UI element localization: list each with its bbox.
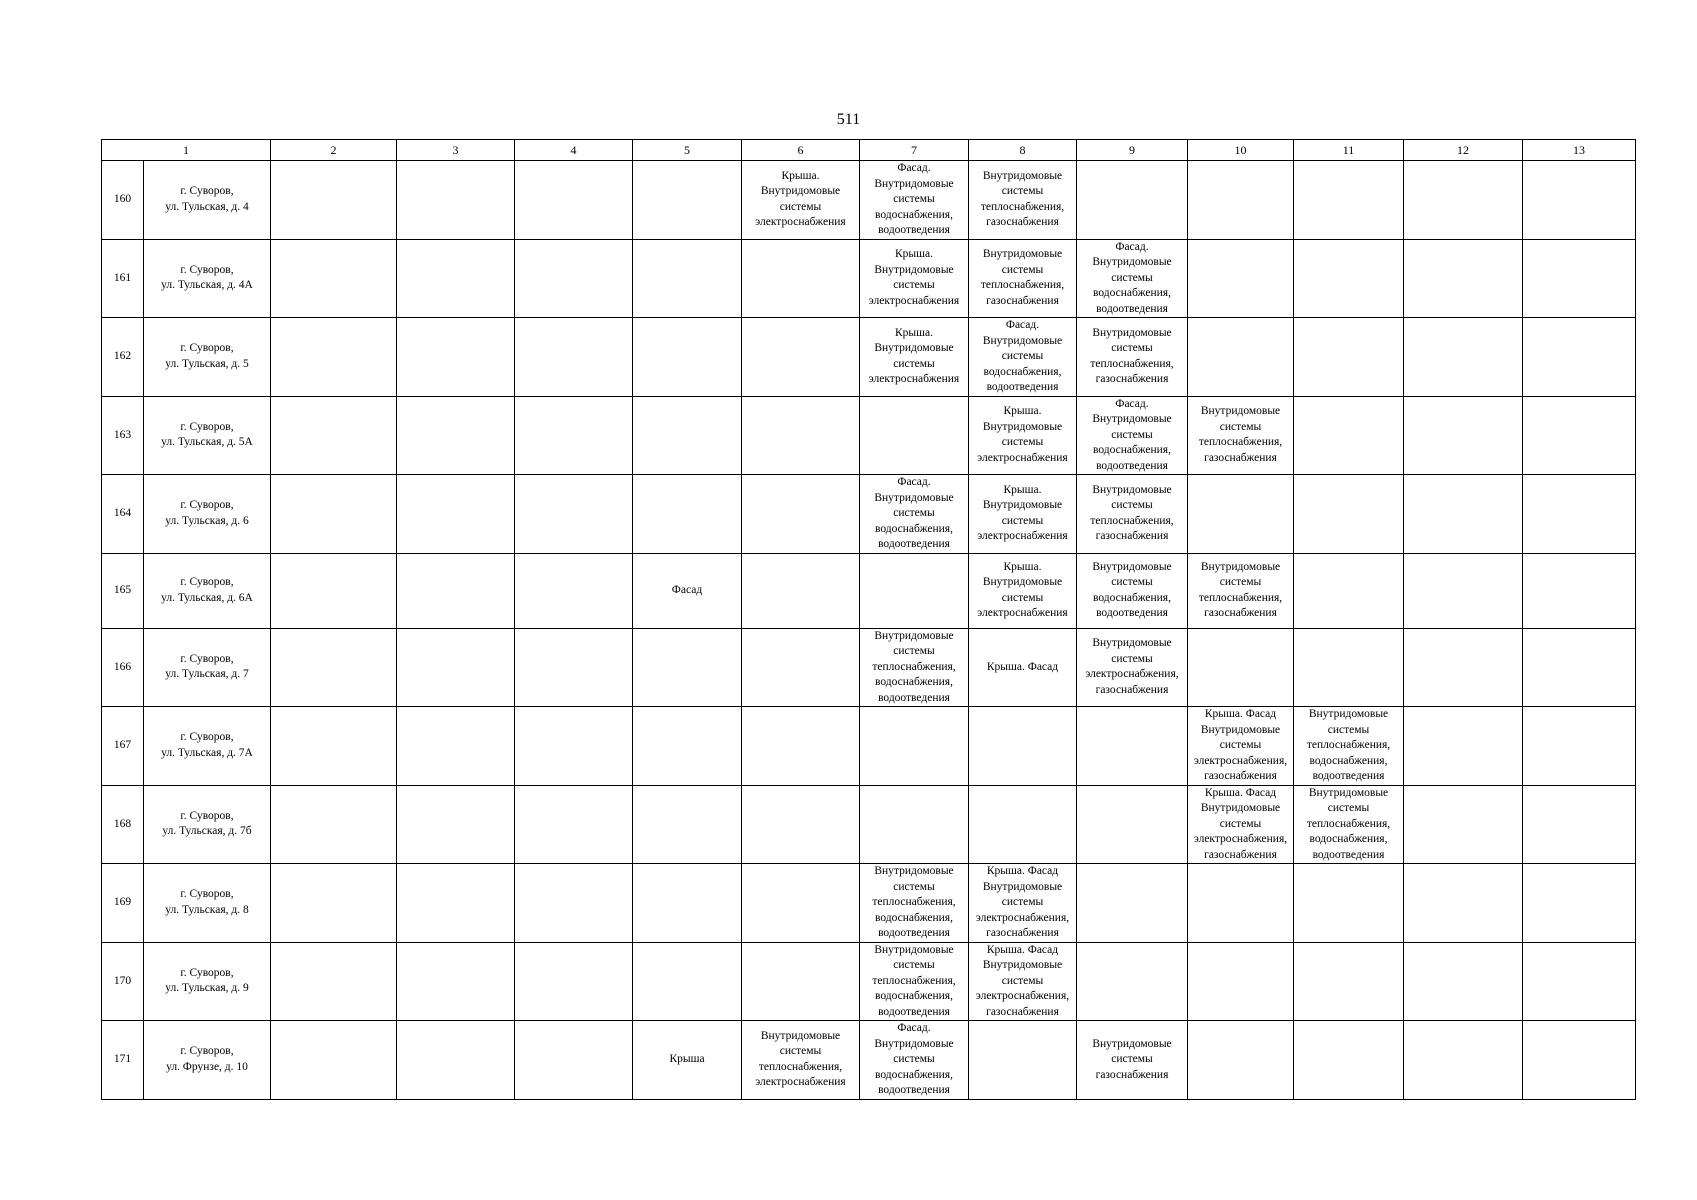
table-row: [102, 864, 1636, 943]
work-cell-col-5: [633, 864, 742, 943]
work-cell-col-9: [1077, 785, 1188, 864]
repair-schedule-table: [101, 139, 1636, 1100]
work-cell-col-4: [515, 785, 633, 864]
work-cell-col-10: Крыша. Фасад Внутридомовые системы электроснабжения, газоснабжения: [1188, 785, 1294, 864]
work-cell-col-7: Крыша. Внутридомовые системы электроснабжения: [860, 239, 969, 318]
work-cell-col-6: [742, 628, 860, 707]
work-cell-col-3: [397, 475, 515, 554]
work-cell-col-9: [1077, 161, 1188, 240]
work-cell-col-9: Внутридомовые системы теплоснабжения, газоснабжения: [1077, 318, 1188, 397]
work-cell-col-6: Внутридомовые системы теплоснабжения, электроснабжения: [742, 1021, 860, 1100]
work-cell-col-6: Крыша. Внутридомовые системы электроснабжения: [742, 161, 860, 240]
work-cell-col-2: [271, 161, 397, 240]
work-cell-col-10: Крыша. Фасад Внутридомовые системы электроснабжения, газоснабжения: [1188, 707, 1294, 786]
work-cell-col-4: [515, 628, 633, 707]
work-cell-col-10: [1188, 942, 1294, 1021]
row-number: 163: [102, 396, 144, 475]
work-cell-col-6: [742, 553, 860, 628]
work-cell-col-7: Внутридомовые системы теплоснабжения, водоснабжения, водоотведения: [860, 864, 969, 943]
table-row: [102, 475, 1636, 554]
work-cell-col-11: [1294, 396, 1404, 475]
work-cell-col-9: Внутридомовые системы теплоснабжения, газоснабжения: [1077, 475, 1188, 554]
work-cell-col-7: Фасад. Внутридомовые системы водоснабжения, водоотведения: [860, 1021, 969, 1100]
column-header-2: 2: [271, 140, 397, 161]
column-header-3: 3: [397, 140, 515, 161]
column-header-1: 1: [102, 140, 271, 161]
work-cell-col-7: Фасад. Внутридомовые системы водоснабжения, водоотведения: [860, 161, 969, 240]
work-cell-col-2: [271, 707, 397, 786]
work-cell-col-11: [1294, 239, 1404, 318]
row-number: 171: [102, 1021, 144, 1100]
work-cell-col-2: [271, 785, 397, 864]
work-cell-col-9: Внутридомовые системы газоснабжения: [1077, 1021, 1188, 1100]
table-row: [102, 161, 1636, 240]
work-cell-col-3: [397, 239, 515, 318]
work-cell-col-5: [633, 628, 742, 707]
row-number: 165: [102, 553, 144, 628]
table-row: [102, 707, 1636, 786]
work-cell-col-7: [860, 553, 969, 628]
work-cell-col-8: Крыша. Фасад: [969, 628, 1077, 707]
work-cell-col-12: [1404, 864, 1523, 943]
work-cell-col-3: [397, 942, 515, 1021]
work-cell-col-9: [1077, 707, 1188, 786]
work-cell-col-2: [271, 942, 397, 1021]
work-cell-col-9: Фасад. Внутридомовые системы водоснабжения, водоотведения: [1077, 239, 1188, 318]
work-cell-col-8: Фасад. Внутридомовые системы водоснабжения, водоотведения: [969, 318, 1077, 397]
work-cell-col-8: Крыша. Фасад Внутридомовые системы электроснабжения, газоснабжения: [969, 864, 1077, 943]
table-row: [102, 396, 1636, 475]
column-header-12: 12: [1404, 140, 1523, 161]
row-number: 169: [102, 864, 144, 943]
work-cell-col-6: [742, 239, 860, 318]
row-number: 160: [102, 161, 144, 240]
work-cell-col-9: Внутридомовые системы водоснабжения, водоотведения: [1077, 553, 1188, 628]
work-cell-col-9: [1077, 942, 1188, 1021]
work-cell-col-12: [1404, 628, 1523, 707]
address-cell: г. Суворов, ул. Тульская, д. 7: [144, 628, 271, 707]
address-cell: г. Суворов, ул. Тульская, д. 6А: [144, 553, 271, 628]
column-header-5: 5: [633, 140, 742, 161]
column-header-9: 9: [1077, 140, 1188, 161]
work-cell-col-8: Крыша. Внутридомовые системы электроснабжения: [969, 475, 1077, 554]
work-cell-col-2: [271, 475, 397, 554]
work-cell-col-13: [1523, 942, 1636, 1021]
table-row: [102, 942, 1636, 1021]
table-row: [102, 1021, 1636, 1100]
work-cell-col-2: [271, 628, 397, 707]
address-cell: г. Суворов, ул. Тульская, д. 7А: [144, 707, 271, 786]
work-cell-col-7: [860, 785, 969, 864]
work-cell-col-6: [742, 318, 860, 397]
work-cell-col-7: [860, 707, 969, 786]
work-cell-col-8: [969, 785, 1077, 864]
work-cell-col-7: Внутридомовые системы теплоснабжения, водоснабжения, водоотведения: [860, 628, 969, 707]
work-cell-col-8: Крыша. Внутридомовые системы электроснабжения: [969, 396, 1077, 475]
row-number: 162: [102, 318, 144, 397]
work-cell-col-4: [515, 942, 633, 1021]
work-cell-col-13: [1523, 553, 1636, 628]
page-number: 511: [836, 111, 861, 128]
work-cell-col-11: [1294, 318, 1404, 397]
work-cell-col-2: [271, 553, 397, 628]
work-cell-col-11: [1294, 161, 1404, 240]
work-cell-col-5: [633, 475, 742, 554]
work-cell-col-5: [633, 318, 742, 397]
work-cell-col-13: [1523, 1021, 1636, 1100]
work-cell-col-2: [271, 864, 397, 943]
work-cell-col-12: [1404, 396, 1523, 475]
column-header-7: 7: [860, 140, 969, 161]
work-cell-col-8: Внутридомовые системы теплоснабжения, газоснабжения: [969, 161, 1077, 240]
table-row: [102, 628, 1636, 707]
work-cell-col-2: [271, 1021, 397, 1100]
work-cell-col-3: [397, 785, 515, 864]
work-cell-col-8: Внутридомовые системы теплоснабжения, газоснабжения: [969, 239, 1077, 318]
work-cell-col-13: [1523, 475, 1636, 554]
work-cell-col-11: [1294, 864, 1404, 943]
table-row: [102, 785, 1636, 864]
column-header-10: 10: [1188, 140, 1294, 161]
work-cell-col-2: [271, 318, 397, 397]
work-cell-col-6: [742, 396, 860, 475]
work-cell-col-13: [1523, 161, 1636, 240]
table-row: [102, 318, 1636, 397]
address-cell: г. Суворов, ул. Тульская, д. 6: [144, 475, 271, 554]
work-cell-col-4: [515, 239, 633, 318]
work-cell-col-8: Крыша. Фасад Внутридомовые системы электроснабжения, газоснабжения: [969, 942, 1077, 1021]
work-cell-col-3: [397, 396, 515, 475]
work-cell-col-2: [271, 396, 397, 475]
work-cell-col-13: [1523, 318, 1636, 397]
row-number: 170: [102, 942, 144, 1021]
work-cell-col-10: [1188, 1021, 1294, 1100]
column-header-4: 4: [515, 140, 633, 161]
work-cell-col-5: [633, 707, 742, 786]
work-cell-col-12: [1404, 1021, 1523, 1100]
work-cell-col-13: [1523, 785, 1636, 864]
work-cell-col-10: [1188, 161, 1294, 240]
work-cell-col-5: [633, 239, 742, 318]
work-cell-col-12: [1404, 239, 1523, 318]
work-cell-col-12: [1404, 942, 1523, 1021]
work-cell-col-2: [271, 239, 397, 318]
work-cell-col-12: [1404, 161, 1523, 240]
row-number: 164: [102, 475, 144, 554]
row-number: 166: [102, 628, 144, 707]
work-cell-col-13: [1523, 396, 1636, 475]
work-cell-col-3: [397, 628, 515, 707]
work-cell-col-4: [515, 318, 633, 397]
row-number: 167: [102, 707, 144, 786]
work-cell-col-6: [742, 785, 860, 864]
work-cell-col-6: [742, 707, 860, 786]
work-cell-col-5: [633, 942, 742, 1021]
address-cell: г. Суворов, ул. Тульская, д. 7б: [144, 785, 271, 864]
work-cell-col-11: [1294, 942, 1404, 1021]
address-cell: г. Суворов, ул. Тульская, д. 9: [144, 942, 271, 1021]
work-cell-col-12: [1404, 318, 1523, 397]
address-cell: г. Суворов, ул. Тульская, д. 5: [144, 318, 271, 397]
work-cell-col-5: [633, 161, 742, 240]
work-cell-col-3: [397, 553, 515, 628]
work-cell-col-8: [969, 1021, 1077, 1100]
work-cell-col-7: [860, 396, 969, 475]
row-number: 168: [102, 785, 144, 864]
address-cell: г. Суворов, ул. Фрунзе, д. 10: [144, 1021, 271, 1100]
work-cell-col-6: [742, 942, 860, 1021]
table-body: [102, 161, 1636, 1100]
work-cell-col-5: [633, 396, 742, 475]
work-cell-col-3: [397, 161, 515, 240]
work-cell-col-11: [1294, 628, 1404, 707]
column-header-8: 8: [969, 140, 1077, 161]
work-cell-col-6: [742, 864, 860, 943]
work-cell-col-13: [1523, 707, 1636, 786]
work-cell-col-11: Внутридомовые системы теплоснабжения, водоснабжения, водоотведения: [1294, 785, 1404, 864]
address-cell: г. Суворов, ул. Тульская, д. 8: [144, 864, 271, 943]
work-cell-col-10: [1188, 239, 1294, 318]
work-cell-col-9: Внутридомовые системы электроснабжения, газоснабжения: [1077, 628, 1188, 707]
work-cell-col-7: Внутридомовые системы теплоснабжения, водоснабжения, водоотведения: [860, 942, 969, 1021]
work-cell-col-7: Крыша. Внутридомовые системы электроснабжения: [860, 318, 969, 397]
work-cell-col-10: [1188, 628, 1294, 707]
work-cell-col-13: [1523, 864, 1636, 943]
work-cell-col-13: [1523, 239, 1636, 318]
table-header: [102, 140, 1636, 161]
work-cell-col-10: [1188, 318, 1294, 397]
work-cell-col-10: [1188, 475, 1294, 554]
work-cell-col-3: [397, 1021, 515, 1100]
work-cell-col-4: [515, 161, 633, 240]
work-cell-col-11: [1294, 1021, 1404, 1100]
header-row: [102, 140, 1636, 161]
work-cell-col-11: [1294, 553, 1404, 628]
table-row: [102, 239, 1636, 318]
work-cell-col-4: [515, 864, 633, 943]
work-cell-col-10: Внутридомовые системы теплоснабжения, газоснабжения: [1188, 553, 1294, 628]
work-cell-col-8: [969, 707, 1077, 786]
work-cell-col-11: [1294, 475, 1404, 554]
work-cell-col-5: Крыша: [633, 1021, 742, 1100]
work-cell-col-12: [1404, 707, 1523, 786]
work-cell-col-8: Крыша. Внутридомовые системы электроснабжения: [969, 553, 1077, 628]
column-header-11: 11: [1294, 140, 1404, 161]
work-cell-col-4: [515, 396, 633, 475]
row-number: 161: [102, 239, 144, 318]
work-cell-col-4: [515, 1021, 633, 1100]
work-cell-col-5: Фасад: [633, 553, 742, 628]
work-cell-col-12: [1404, 475, 1523, 554]
address-cell: г. Суворов, ул. Тульская, д. 5А: [144, 396, 271, 475]
work-cell-col-3: [397, 707, 515, 786]
work-cell-col-6: [742, 475, 860, 554]
work-cell-col-12: [1404, 553, 1523, 628]
address-cell: г. Суворов, ул. Тульская, д. 4: [144, 161, 271, 240]
work-cell-col-9: [1077, 864, 1188, 943]
work-cell-col-4: [515, 707, 633, 786]
work-cell-col-4: [515, 553, 633, 628]
work-cell-col-4: [515, 475, 633, 554]
work-cell-col-9: Фасад. Внутридомовые системы водоснабжения, водоотведения: [1077, 396, 1188, 475]
work-cell-col-3: [397, 864, 515, 943]
work-cell-col-13: [1523, 628, 1636, 707]
column-header-6: 6: [742, 140, 860, 161]
work-cell-col-7: Фасад. Внутридомовые системы водоснабжения, водоотведения: [860, 475, 969, 554]
work-cell-col-10: [1188, 864, 1294, 943]
work-cell-col-11: Внутридомовые системы теплоснабжения, водоснабжения, водоотведения: [1294, 707, 1404, 786]
work-cell-col-3: [397, 318, 515, 397]
table-row: [102, 553, 1636, 628]
work-cell-col-12: [1404, 785, 1523, 864]
work-cell-col-5: [633, 785, 742, 864]
column-header-13: 13: [1523, 140, 1636, 161]
work-cell-col-10: Внутридомовые системы теплоснабжения, газоснабжения: [1188, 396, 1294, 475]
address-cell: г. Суворов, ул. Тульская, д. 4А: [144, 239, 271, 318]
